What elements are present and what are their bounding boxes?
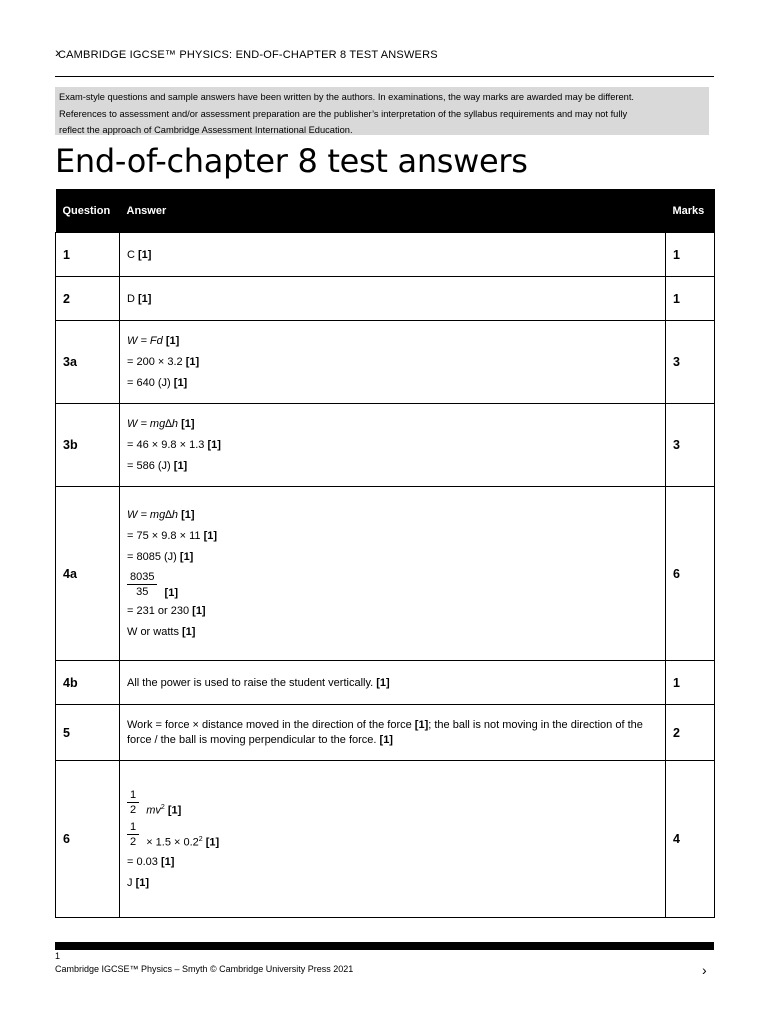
mark-token: [1] bbox=[182, 625, 196, 638]
question-number: 6 bbox=[56, 761, 120, 918]
mark-token: [1] bbox=[414, 718, 429, 731]
table-row bbox=[56, 233, 715, 277]
mark-token: [1] bbox=[167, 804, 182, 817]
superscript: 2 bbox=[198, 835, 203, 843]
fraction-denominator: 2 bbox=[130, 835, 137, 848]
answer-cell bbox=[120, 487, 666, 661]
footer-bar bbox=[55, 942, 714, 950]
answer-text: W = mg∆h bbox=[127, 417, 179, 430]
fraction-denominator: 35 bbox=[136, 585, 149, 598]
marks-value: 3 bbox=[666, 404, 715, 487]
mark-token: [1] bbox=[160, 855, 175, 868]
mark-token: [1] bbox=[179, 550, 194, 563]
question-number: 1 bbox=[56, 233, 120, 277]
question-number: 4b bbox=[56, 661, 120, 705]
answer-text: = 640 (J) bbox=[127, 376, 171, 389]
answer-term bbox=[146, 836, 219, 849]
marks-value: 1 bbox=[666, 233, 715, 277]
disclaimer-line: References to assessment and/or assessment preparation are the publisher’s interpretation of the syllabus requirements and may not fully bbox=[59, 108, 628, 119]
fraction-numerator: 1 bbox=[127, 788, 139, 803]
mark-token: [1] bbox=[138, 248, 152, 261]
answers-table bbox=[55, 189, 715, 918]
answer-text: = 8085 (J) bbox=[127, 550, 177, 563]
footer-chevron-icon: › bbox=[702, 962, 707, 978]
mark-token: [1] bbox=[203, 529, 218, 542]
answer-text: = 46 × 9.8 × 1.3 bbox=[127, 438, 205, 451]
footer-copyright: Cambridge IGCSE™ Physics – Smyth © Cambridge University Press 2021 bbox=[55, 964, 354, 974]
table-row bbox=[56, 404, 715, 487]
disclaimer-box bbox=[55, 87, 709, 135]
answer-text: × 1.5 × 0.2 bbox=[146, 836, 199, 849]
column-header-marks: Marks bbox=[666, 189, 715, 233]
table-row bbox=[56, 321, 715, 404]
fraction bbox=[127, 788, 139, 817]
answer-text: W or watts bbox=[127, 625, 179, 638]
table-header-row bbox=[56, 189, 715, 233]
fraction-numerator: 1 bbox=[127, 820, 139, 835]
answer-text: = 586 (J) bbox=[127, 459, 171, 472]
answer-text: W = Fd bbox=[127, 334, 163, 347]
mark-token: [1] bbox=[165, 334, 180, 347]
answer-cell bbox=[120, 277, 666, 321]
mark-token: [1] bbox=[138, 292, 152, 305]
answer-text: of the force / the ball is moving perpendicular to the force. bbox=[127, 718, 643, 746]
fraction bbox=[127, 820, 139, 849]
answer-text: = 0.03 bbox=[127, 855, 158, 868]
question-number: 3a bbox=[56, 321, 120, 404]
page-number: 1 bbox=[55, 951, 61, 961]
mark-token: [1] bbox=[181, 508, 195, 521]
superscript: 2 bbox=[160, 803, 165, 811]
answer-cell bbox=[120, 705, 666, 761]
fraction-line bbox=[127, 820, 658, 849]
fraction bbox=[127, 570, 157, 599]
answer-term bbox=[146, 804, 181, 817]
page-title: End-of-chapter 8 test answers bbox=[55, 142, 528, 180]
mark-token: [1] bbox=[173, 376, 188, 389]
fraction-numerator: 8035 bbox=[127, 570, 157, 585]
fraction-line bbox=[127, 570, 658, 599]
answer-text: Work = force × distance moved in the direction of the force bbox=[127, 718, 412, 731]
answer-text: = 231 or 230 bbox=[127, 604, 190, 617]
table-row bbox=[56, 487, 715, 661]
table-row bbox=[56, 761, 715, 918]
answer-text: D bbox=[127, 292, 135, 305]
question-number: 5 bbox=[56, 705, 120, 761]
answer-cell bbox=[120, 761, 666, 918]
marks-value: 1 bbox=[666, 661, 715, 705]
disclaimer-line: Exam-style questions and sample answers have been written by the authors. In examinations, the way marks are awarded may be different. bbox=[59, 92, 634, 102]
column-header-answer: Answer bbox=[120, 189, 666, 233]
mark-token: [1] bbox=[379, 733, 393, 746]
question-number: 3b bbox=[56, 404, 120, 487]
mark-token: [1] bbox=[192, 604, 206, 617]
mark-token: [1] bbox=[185, 355, 200, 368]
mark-token: [1] bbox=[164, 586, 178, 599]
mark-token: [1] bbox=[205, 836, 220, 849]
mark-token: [1] bbox=[135, 876, 150, 889]
question-number: 4a bbox=[56, 487, 120, 661]
answer-text: ; the ball is not moving in the direction bbox=[428, 718, 613, 731]
marks-value: 3 bbox=[666, 321, 715, 404]
marks-value: 2 bbox=[666, 705, 715, 761]
header-chevron-icon: › bbox=[55, 44, 60, 60]
answer-cell bbox=[120, 661, 666, 705]
marks-value: 1 bbox=[666, 277, 715, 321]
fraction-line bbox=[127, 788, 658, 817]
answer-cell bbox=[120, 321, 666, 404]
answer-cell bbox=[120, 233, 666, 277]
answer-text: = 200 × 3.2 bbox=[127, 355, 183, 368]
table-row bbox=[56, 277, 715, 321]
question-number: 2 bbox=[56, 277, 120, 321]
answer-text: All the power is used to raise the student vertically. bbox=[127, 676, 374, 689]
column-header-question: Question bbox=[56, 189, 120, 233]
answer-text: J bbox=[127, 876, 133, 889]
marks-value: 6 bbox=[666, 487, 715, 661]
mark-token: [1] bbox=[173, 459, 188, 472]
header-rule bbox=[55, 76, 714, 77]
mark-token: [1] bbox=[181, 417, 195, 430]
running-header: CAMBRIDGE IGCSE™ PHYSICS: END-OF-CHAPTER 8 TEST ANSWERS bbox=[58, 49, 438, 61]
answer-text: mv bbox=[146, 804, 161, 817]
answer-text: W = mg∆h bbox=[127, 508, 179, 521]
table-row bbox=[56, 661, 715, 705]
fraction-denominator: 2 bbox=[130, 803, 137, 816]
table-row bbox=[56, 705, 715, 761]
mark-token: [1] bbox=[376, 676, 390, 689]
mark-token: [1] bbox=[207, 438, 221, 451]
answer-text: = 75 × 9.8 × 11 bbox=[127, 529, 201, 542]
answer-cell bbox=[120, 404, 666, 487]
answer-text: C bbox=[127, 248, 135, 261]
marks-value: 4 bbox=[666, 761, 715, 918]
disclaimer-line: reflect the approach of Cambridge Assessment International Education. bbox=[59, 125, 353, 135]
